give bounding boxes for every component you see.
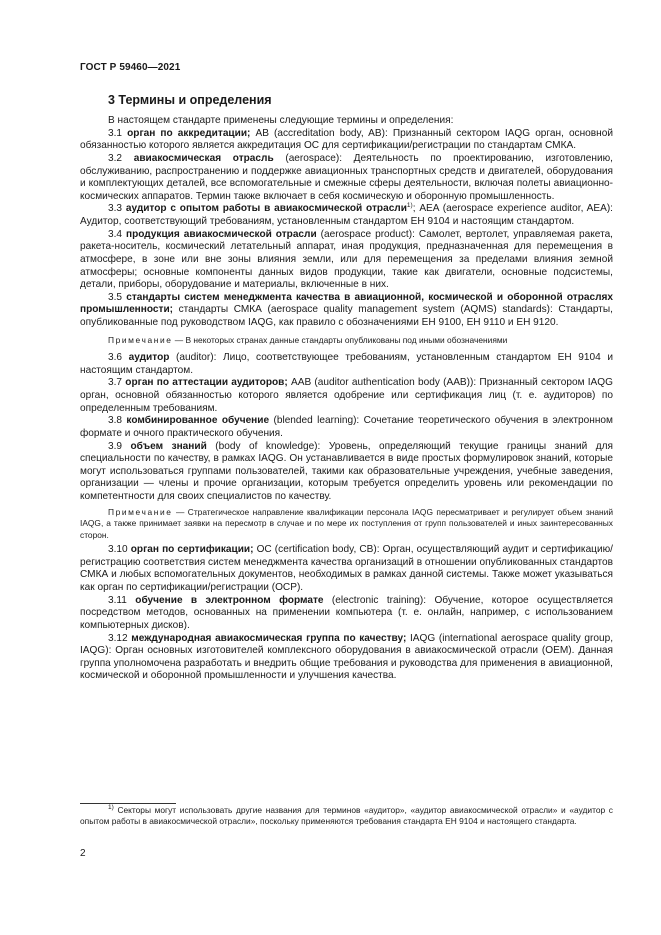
term-name: продукция авиакосмической отрасли (125, 228, 317, 240)
footnote-reference: 1) (406, 202, 413, 210)
term-3-10 (80, 544, 613, 595)
term-number: 3.9 (108, 440, 131, 452)
term-number: 3.10 (108, 544, 131, 556)
term-number: 3.1 (108, 127, 128, 139)
term-definition: (body of knowledge): Уровень, определяющий текущие границы знаний для специальности по качеству, в рамках IAQG. Он устанавливается в виде простых формулировок знаний, которые могут использоваться группами пользователей, такими как образовательные учреждения, учебные заведения, организации — члены и прочие организации, которым требуется определить уровень или рекомендации по компетентности для своих специалистов по качеству. (80, 440, 613, 502)
standard-code: ГОСТ Р 59460—2021 (80, 62, 181, 73)
note-label: Примечание (108, 506, 173, 517)
term-3-4 (80, 229, 613, 292)
term-number: 3.3 (108, 203, 126, 215)
term-definition: AAB (auditor authentication body (AAB)): Признанный сектором IAQG орган, основной обязанностью которого является одобрение или сертификация лиц (т. е. аудиторов) по определенным требованиям. (80, 377, 613, 414)
term-definition: (aerospace product): Самолет, вертолет, управляемая ракета, ракета-носитель, космический летательный аппарат, иная продукция, предназначенная для перемещения в атмосфере, в зоне или вне зоны влияния земли, или для перемещения за пределами влияния земной атмосферы; основные компоненты данных видов продукции, такие как двигатели, основные подсистемы, детали, приборы, оборудование и материалы, включенные в них. (80, 228, 613, 291)
term-3-12 (80, 633, 613, 684)
term-number: 3.11 (108, 594, 136, 606)
term-name: обучение в электронном формате (135, 594, 324, 606)
term-definition: стандарты СМКА (aerospace quality management system (AQMS) standards): Стандарты, опубликованные под руководством IAQG, как правило с обозначениями ЕН 9100, ЕН 9110 и ЕН 9120. (80, 304, 613, 328)
footnote-text: Секторы могут использовать другие названия для терминов «аудитор», «аудитор авиакосмической отрасли» и «аудитор с опытом работы в авиакосмической отрасли», поскольку применяются требования стандарта ЕН 9104 и настоящего стандарта. (80, 805, 613, 826)
term-name: международная авиакосмическая группа по качеству; (131, 632, 407, 644)
term-number: 3.7 (108, 377, 126, 389)
term-3-9 (80, 441, 613, 504)
term-3-2 (80, 153, 613, 204)
term-3-11 (80, 595, 613, 633)
term-name: авиакосмическая отрасль (133, 152, 274, 164)
term-3-6 (80, 352, 613, 377)
term-name: стандарты систем менеджмента качества в авиационной, космической и оборонной отраслях промышленности; (80, 291, 613, 316)
term-name: аудитор с опытом работы в авиакосмической отрасли (125, 203, 407, 215)
term-definition: (blended learning): Сочетание теоретического обучения в электронном формате и очного практического обучения. (80, 415, 613, 439)
intro-paragraph: В настоящем стандарте применены следующие термины и определения: (108, 115, 454, 126)
term-3-1 (80, 128, 613, 153)
term-3-7 (80, 377, 613, 415)
term-number: 3.8 (108, 415, 127, 427)
term-name: орган по аккредитации; (127, 127, 251, 139)
term-name: орган по аттестации аудиторов; (125, 377, 288, 389)
term-number: 3.6 (108, 352, 129, 364)
term-definition: AB (accreditation body, AB): Признанный сектором IAQG орган, основной обязанностью которого является аккредитация ОС для сертификации/регистрации по стандартам СМКА. (80, 127, 613, 152)
note-3-9 (80, 507, 613, 542)
term-definition: ; AEA (aerospace experience auditor, AEA): Аудитор, соответствующий требованиям, установленным стандартом ЕН 9104 и настоящим стандартом. (80, 203, 613, 227)
footnote-marker: 1) (108, 804, 114, 811)
term-number: 3.4 (108, 228, 126, 240)
term-definition: (aerospace): Деятельность по проектированию, изготовлению, обслуживанию, распространению и поддержке авиационных транспортных средств и двигателей, оборудования и комплектующих деталей, все вспомогательные и смежные сферы деятельности, включая полеты авиационно-космических аппаратов. Термин также включает в себя космическую и оборонную промышленность. (80, 152, 613, 202)
term-definition: (electronic training): Обучение, которое осуществляется посредством методов, основанных на применении компьютера (т. е. онлайн, например, с использованием компьютерных дисков). (80, 594, 614, 631)
note-label: Примечание (108, 334, 173, 345)
term-number: 3.2 (108, 152, 134, 164)
footnote-separator (80, 803, 176, 804)
term-number: 3.12 (108, 632, 132, 644)
term-3-5 (80, 292, 613, 330)
term-name: орган по сертификации; (130, 544, 254, 556)
term-name: аудитор (128, 352, 170, 364)
term-3-8 (80, 415, 613, 440)
term-definition: IAQG (international aerospace quality group, IAQG): Орган основных изготовителей комплексного оборудования в авиакосмической отрасли (OEM). Данная группа уполномочена разработать и внедрить общие требования и руководства для применения в авиационной, космической и оборонной промышленности и улучшения качества. (80, 632, 614, 682)
term-3-3 (80, 203, 613, 228)
section-title: 3 Термины и определения (108, 93, 272, 107)
page-number: 2 (80, 848, 86, 859)
term-definition: (auditor): Лицо, соответствующее требованиям, установленным стандартом ЕН 9104 и настоящим стандартом. (80, 352, 613, 376)
term-name: комбинированное обучение (126, 415, 270, 427)
term-number: 3.5 (108, 291, 127, 303)
term-definition: ОС (certification body, CB): Орган, осуществляющий аудит и сертификацию/регистрацию соответствия систем менеджмента качества организаций в отношении опубликованных стандартов СМКА и любых вспомогательных документов, необходимых в рамках данной системы. Также может указываться как орган по сертификации/регистрации (ОСР). (80, 544, 613, 593)
note-3-5 (80, 335, 613, 347)
footnote (80, 805, 613, 827)
note-text: — Стратегическое направление квалификации персонала IAQG пересматривает и регулирует объем знаний IAQG, а также принимает заявки на пересмотр в случае и по мере их поступления от групп пользователей и иных заинтересованных сторон. (80, 506, 613, 540)
note-text: — В некоторых странах данные стандарты опубликованы под иными обозначениями (172, 334, 508, 345)
term-name: объем знаний (130, 440, 207, 452)
section-body (80, 115, 613, 683)
